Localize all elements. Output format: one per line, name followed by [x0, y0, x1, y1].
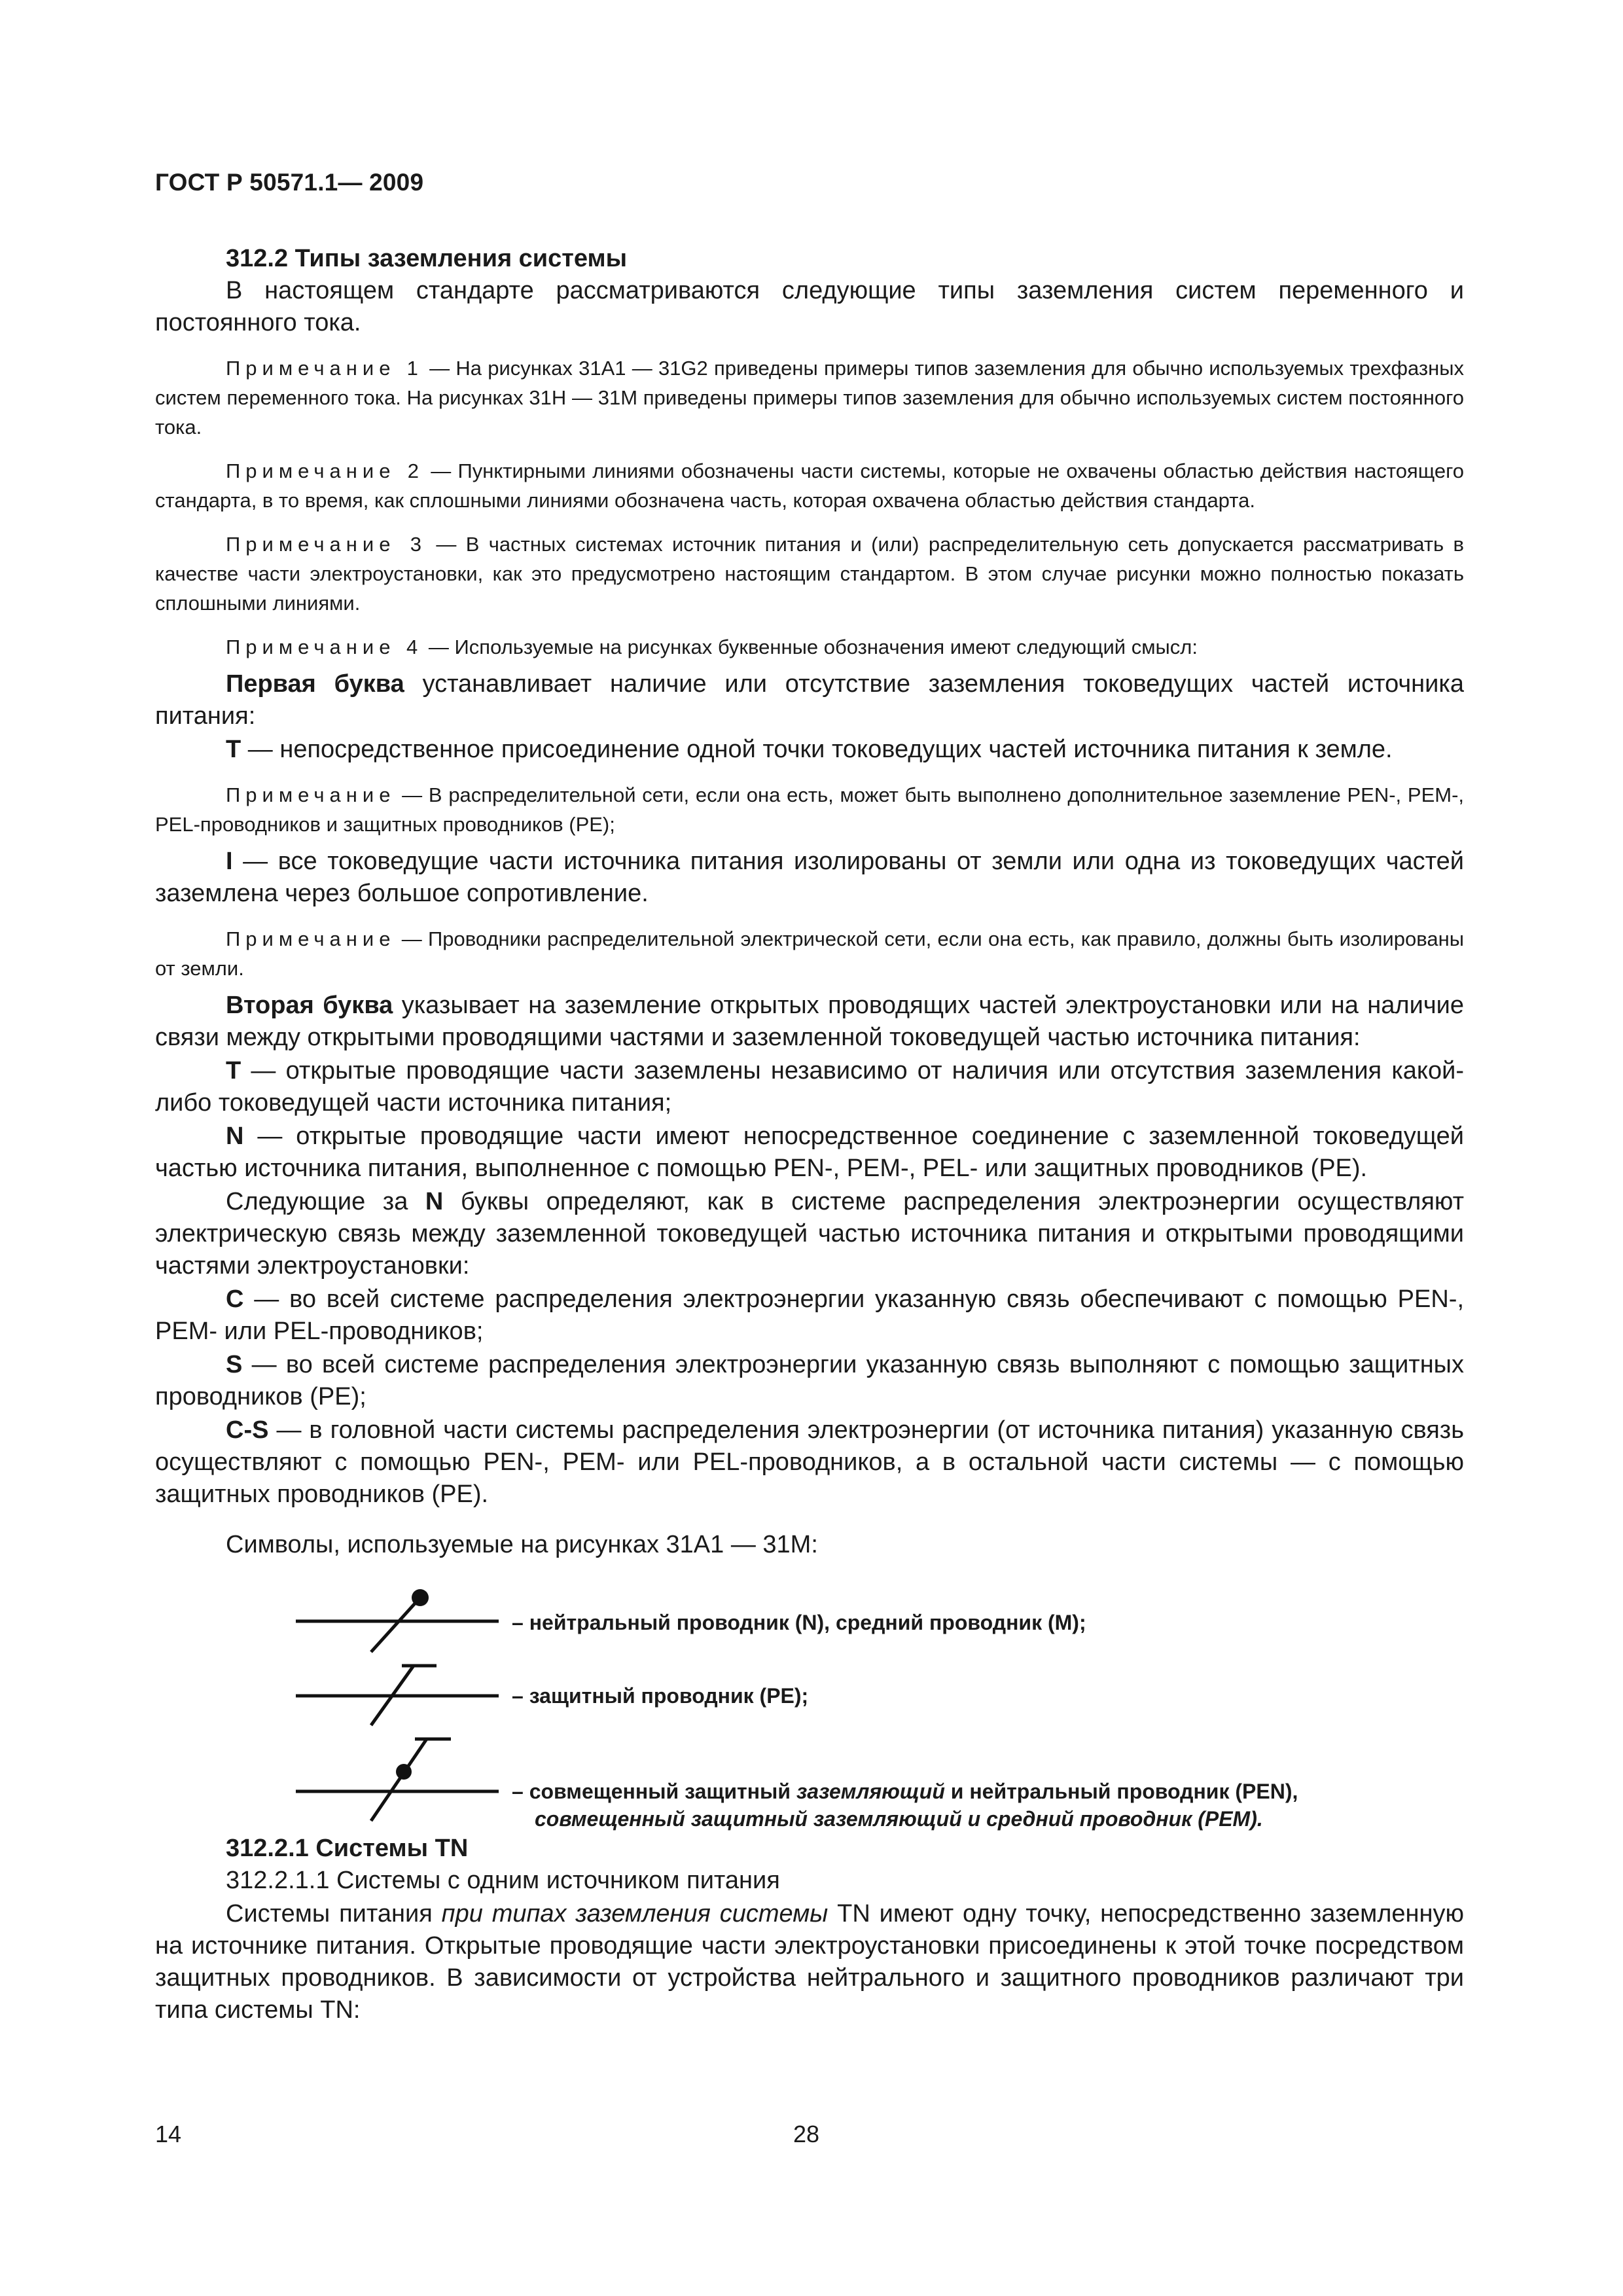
- first-letter-t: [155, 734, 1464, 766]
- following-post: буквы определяют, как в системе распределения электроэнергии осуществляют электрическую связь между заземленной токоведущей частью источника питания и открытыми проводящими частями электроустановки:: [155, 1188, 1464, 1280]
- letter-key: Т: [226, 1057, 241, 1085]
- combined-pen-label: [512, 1780, 1298, 1804]
- letter-text: — непосредственное присоединение одной точки токоведущих частей источника питания к земле.: [241, 736, 1393, 763]
- subsection-para-italic: при типах заземления системы: [441, 1900, 829, 1928]
- letter-key: C-S: [226, 1416, 269, 1444]
- protective-conductor-label: – защитный проводник (PE);: [512, 1684, 809, 1708]
- letter-key: N: [425, 1188, 444, 1215]
- following-pre: Следующие за: [226, 1188, 425, 1215]
- note-label: Примечание: [226, 783, 396, 806]
- following-c: [155, 1283, 1464, 1348]
- neutral-conductor-label: – нейтральный проводник (N), средний проводник (M);: [512, 1611, 1086, 1634]
- second-letter-t: [155, 1055, 1464, 1119]
- subsection-para-post: TN имеют одну точку, непосредственно заземленную на источнике питания. Открытые проводящие части электроустановки присоединены к этой точке посредством защитных проводников. В зависимости от устройства нейтрального и защитного проводников различают три типа системы TN:: [155, 1900, 1464, 2024]
- neutral-conductor-symbol: [296, 1583, 505, 1655]
- letter-key: С: [226, 1285, 244, 1313]
- note-1: [155, 353, 1464, 442]
- note-label: Примечание 1: [226, 357, 423, 380]
- note-text: — В распределительной сети, если она есть, может быть выполнено дополнительное заземление PEN-, PEM-, PEL-проводников и защитных проводников (PE);: [155, 783, 1464, 836]
- first-letter-term: Первая буква: [226, 670, 404, 698]
- subsection-subtitle: 312.2.1.1 Системы с одним источником питания: [226, 1867, 780, 1894]
- note-text: — В частных системах источник питания и (или) распределительную сеть допускается рассматривать в качестве части электроустановки, как это предусмотрено настоящим стандартом. В этом случае рисунки можно полностью показать сплошными линиями.: [155, 533, 1464, 615]
- letter-key: N: [226, 1122, 244, 1150]
- letter-text: — во всей системе распределения электроэнергии указанную связь выполняют с помощью защитных проводников (РЕ);: [155, 1351, 1464, 1410]
- second-letter-text: указывает на заземление открытых проводящих частей электроустановки или на наличие связи между открытыми проводящими частями и заземленной токоведущей частью источника питания:: [155, 992, 1464, 1051]
- page-number-center: 28: [793, 2121, 820, 2147]
- combined-pen-conductor-symbol: [296, 1726, 505, 1824]
- second-letter-n: [155, 1121, 1464, 1185]
- section-title: 312.2 Типы заземления системы: [226, 245, 628, 272]
- note-2: [155, 456, 1464, 515]
- page-content: [155, 242, 1464, 2026]
- note-label: Примечание 2: [226, 459, 424, 482]
- second-letter-term: Вторая буква: [226, 992, 393, 1019]
- note-text: — Используемые на рисунках буквенные обозначения имеют следующий смысл:: [423, 636, 1198, 658]
- letter-text: — открытые проводящие части имеют непосредственное соединение с заземленной токоведущей частью источника питания, выполненное с помощью PEN-, PEM-, PEL- или защитных проводников (РЕ).: [155, 1122, 1464, 1182]
- first-letter-t-note: [155, 780, 1464, 839]
- subsection-para-pre: Системы питания: [226, 1900, 442, 1928]
- first-letter-i: [155, 846, 1464, 910]
- symbols-intro: Символы, используемые на рисунках 31А1 — 31М:: [226, 1531, 818, 1558]
- section-intro: В настоящем стандарте рассматриваются следующие типы заземления систем переменного и постоянного тока.: [155, 277, 1464, 336]
- subsection-paragraph: [155, 1898, 1464, 2026]
- combined-pen-label-pre: – совмещенный защитный: [512, 1780, 796, 1803]
- following-s: [155, 1349, 1464, 1413]
- first-letter-text: устанавливает наличие или отсутствие заземления токоведущих частей источника питания:: [155, 670, 1464, 730]
- following-cs: [155, 1414, 1464, 1511]
- combined-pen-label-italic: заземляющий: [796, 1780, 945, 1803]
- subsection-title: 312.2.1 Системы TN: [226, 1835, 469, 1862]
- note-text: — Пунктирными линиями обозначены части системы, которые не охвачены областью действия настоящего стандарта, в то время, как сплошными линиями обозначена часть, которая охвачена областью действия стандарта.: [155, 459, 1464, 512]
- letter-key: Т: [226, 736, 241, 763]
- letter-text: — открытые проводящие части заземлены независимо от наличия или отсутствия заземления какой-либо токоведущей части источника питания;: [155, 1057, 1464, 1117]
- letter-key: I: [226, 848, 233, 875]
- second-letter-paragraph: [155, 990, 1464, 1054]
- note-label: Примечание: [226, 927, 396, 950]
- combined-pem-label: совмещенный защитный заземляющий и средний проводник (PEM).: [535, 1807, 1263, 1831]
- protective-conductor-symbol: [296, 1657, 505, 1729]
- note-label: Примечание 3: [226, 533, 427, 556]
- note-text: — На рисунках 31А1 — 31G2 приведены примеры типов заземления для обычно используемых трехфазных систем переменного тока. На рисунках 31Н — 31М приведены примеры типов заземления для обычно используемых систем постоянного тока.: [155, 357, 1464, 439]
- note-label: Примечание 4: [226, 636, 423, 658]
- note-text: — Проводники распределительной электрической сети, если она есть, как правило, должны быть изолированы от земли.: [155, 927, 1464, 980]
- letter-text: — в головной части системы распределения электроэнергии (от источника питания) указанную связь осуществляют с помощью PEN-, PEM- или PEL-проводников, а в остальной части системы — с помощью защитных проводников (РЕ).: [155, 1416, 1464, 1508]
- spacer: [155, 1511, 1464, 1529]
- letter-key: S: [226, 1351, 243, 1378]
- combined-pen-label-post: и нейтральный проводник (PEN),: [944, 1780, 1298, 1803]
- letter-text: — все токоведущие части источника питания изолированы от земли или одна из токоведущих частей заземлена через большое сопротивление.: [155, 848, 1464, 907]
- document-code-header: ГОСТ Р 50571.1— 2009: [155, 169, 424, 196]
- page-number-left: 14: [155, 2121, 182, 2147]
- note-3: [155, 529, 1464, 618]
- conductor-symbols-legend: [155, 1570, 1464, 1832]
- first-letter-i-note: [155, 924, 1464, 983]
- first-letter-paragraph: [155, 668, 1464, 732]
- letter-text: — во всей системе распределения электроэнергии указанную связь обеспечивают с помощью PEN-, PEM- или PEL-проводников;: [155, 1285, 1464, 1345]
- note-4: [155, 632, 1464, 662]
- following-letters-paragraph: [155, 1186, 1464, 1282]
